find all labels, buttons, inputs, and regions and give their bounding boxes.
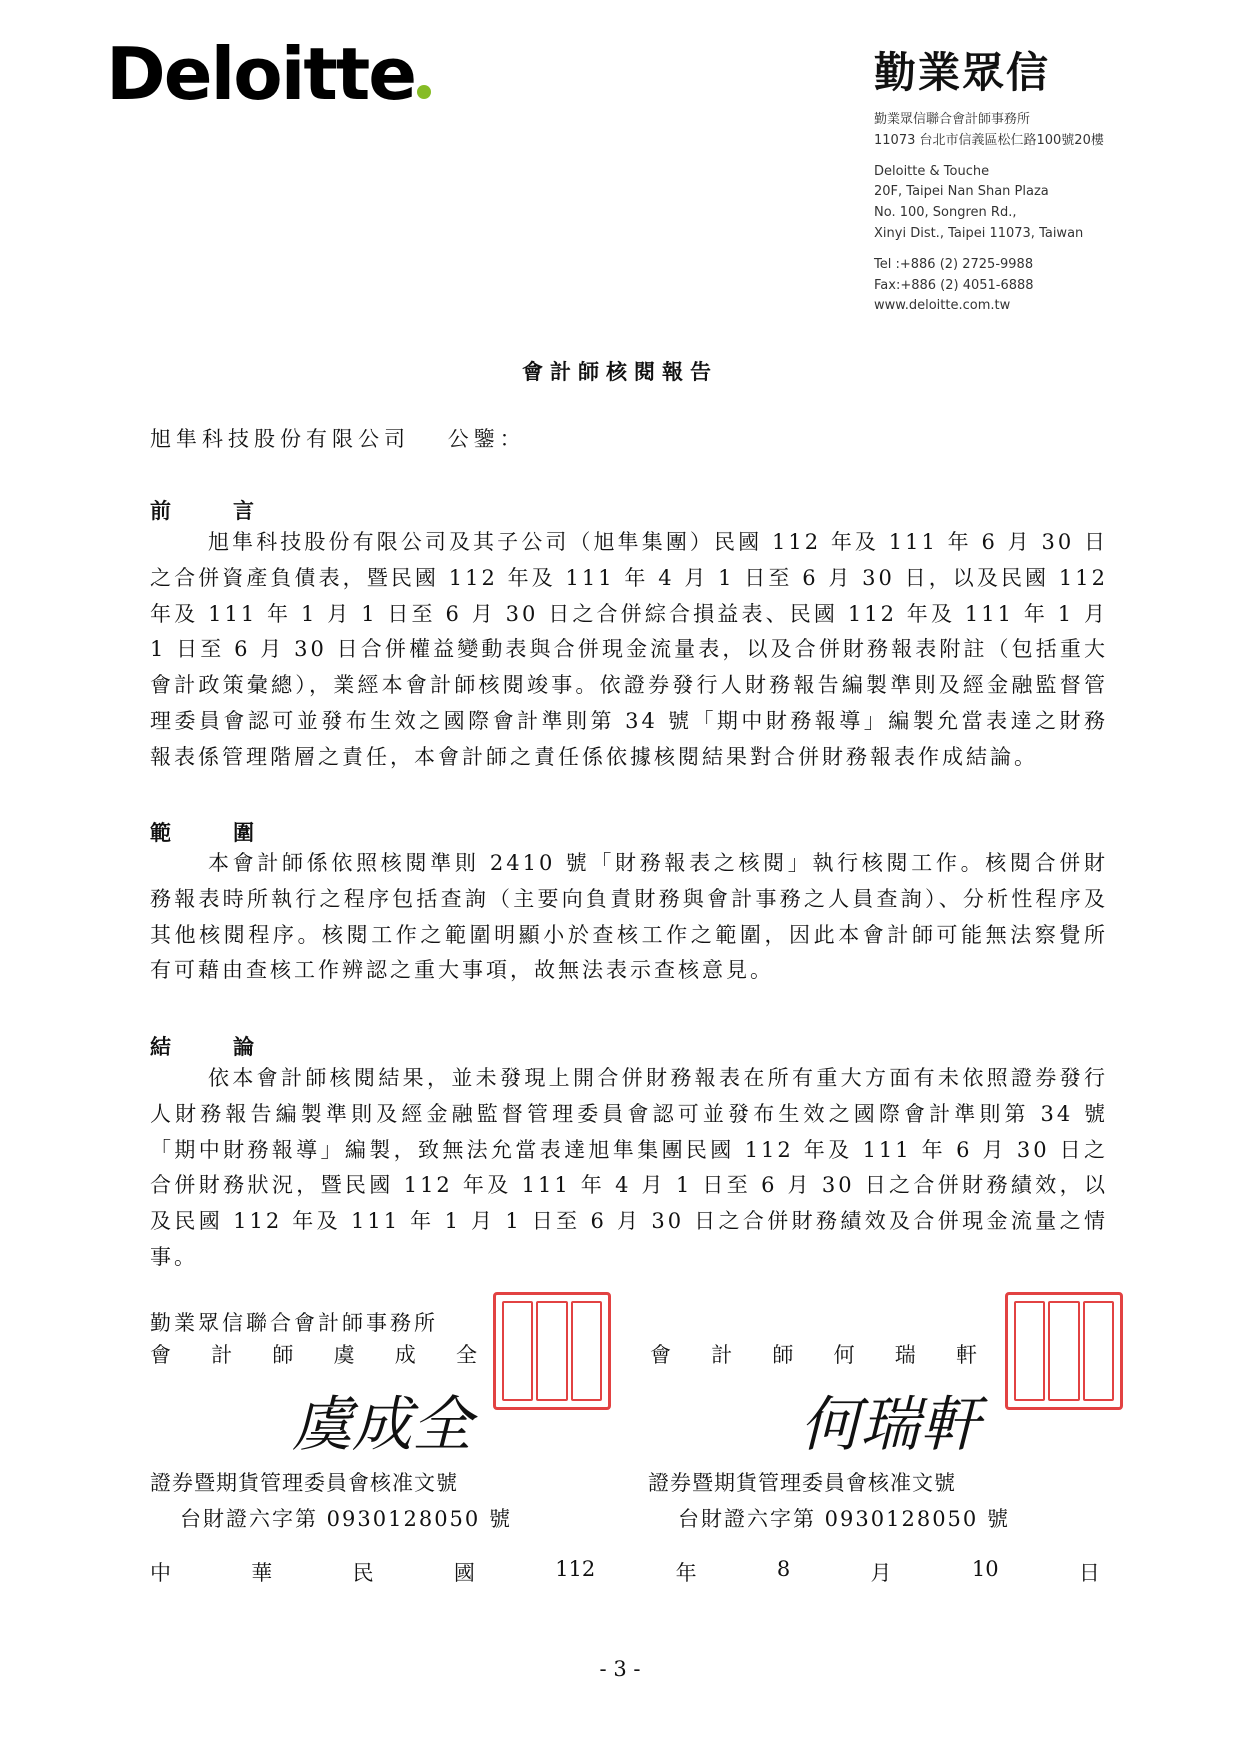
section-body-foreword: 旭隼科技股份有限公司及其子公司（旭隼集團）民國 112 年及 111 年 6 月 30 日之合併資產負債表，暨民國 112 年及 111 年 4 月 1 日至 6 月 30 日，以及民國 112 年及 111 年 1 月 1 日至 6 月 30 日之合併綜合損益表、民國 112 年及 111 年 1 月 1 日至 6 月 30 日合併權益變動表與合併現金流量表，以及合併財務報表附註（包括重大會計政策彙總），業經本會計師核閱竣事。依證券發行人財務報告編製準則及經金融監督管理委員會認可並發布生效之國際會計準則第 34 號「期中財務報導」編製允當表達之財務報表係管理階層之責任，本會計師之責任係依據核閱結果對合併財務報表作成結論。 [150,530,1108,769]
right-approval-label: 證券暨期貨管理委員會核准文號 [648,1471,956,1495]
section-heading-foreword: 前 言 [150,498,254,523]
logo-text: Deloitte [106,32,416,116]
page-number: - 3 - [599,1657,641,1681]
address-line: Deloitte & Touche [874,163,990,179]
left-approval-number: 台財證六字第 0930128050 號 [180,1507,512,1531]
left-approval-label: 證券暨期貨管理委員會核准文號 [150,1471,458,1495]
firm-address-block [874,110,1104,317]
left-seal-icon [493,1292,611,1410]
section-heading-conclusion: 結 論 [150,1034,254,1059]
left-handwritten-signature: 虞成全 [292,1390,472,1460]
address-line: No. 100, Songren Rd., [874,205,1017,221]
left-auditor-name: 會 計 師 虞 成 全 [150,1343,480,1367]
address-line: 勤業眾信聯合會計師事務所 [874,112,1031,127]
address-line: Tel :+886 (2) 2725-9988 [874,256,1034,272]
addressee: 旭隼科技股份有限公司 公鑒： [150,427,526,451]
section-body-conclusion: 依本會計師核閱結果，並未發現上開合併財務報表在所有重大方面有未依照證券發行人財務報告編製準則及經金融監督管理委員會認可並發布生效之國際會計準則第 34 號「期中財務報導」編製，致無法允當表達旭隼集團民國 112 年及 111 年 6 月 30 日之合併財務狀況，暨民國 112 年及 111 年 4 月 1 日至 6 月 30 日之合併財務績效，以及民國 112 年及 111 年 1 月 1 日至 6 月 30 日之合併財務績效及合併現金流量之情事。 [150,1066,1108,1269]
brand-chinese-name: 勤業眾信 [874,48,1051,97]
right-approval-number: 台財證六字第 0930128050 號 [678,1507,1010,1531]
report-title: 會計師核閱報告 [522,359,718,384]
address-line: Fax:+886 (2) 4051-6888 [874,277,1034,293]
report-date: 中 華 民 國 112 年 8 月 10 日 [150,1557,1100,1585]
address-line: 20F, Taipei Nan Shan Plaza [874,184,1049,200]
address-line: 11073 台北市信義區松仁路100號20樓 [874,132,1104,148]
right-seal-icon [1005,1292,1123,1410]
deloitte-logo [106,32,431,116]
section-body-scope: 本會計師係依照核閱準則 2410 號「財務報表之核閱」執行核閱工作。核閱合併財務報表時所執行之程序包括查詢（主要向負責財務與會計事務之人員查詢）、分析性程序及其他核閱程序。核閱工作之範圍明顯小於查核工作之範圍，因此本會計師可能無法察覺所有可藉由查核工作辨認之重大事項，故無法表示查核意見。 [150,851,1108,983]
right-auditor-name: 會 計 師 何 瑞 軒 [650,1343,980,1367]
right-handwritten-signature: 何瑞軒 [800,1390,980,1460]
logo-dot-icon [417,85,431,99]
firm-name: 勤業眾信聯合會計師事務所 [150,1311,438,1335]
address-line: Xinyi Dist., Taipei 11073, Taiwan [874,225,1084,241]
section-heading-scope: 範 圍 [150,820,254,845]
address-line: www.deloitte.com.tw [874,298,1011,314]
